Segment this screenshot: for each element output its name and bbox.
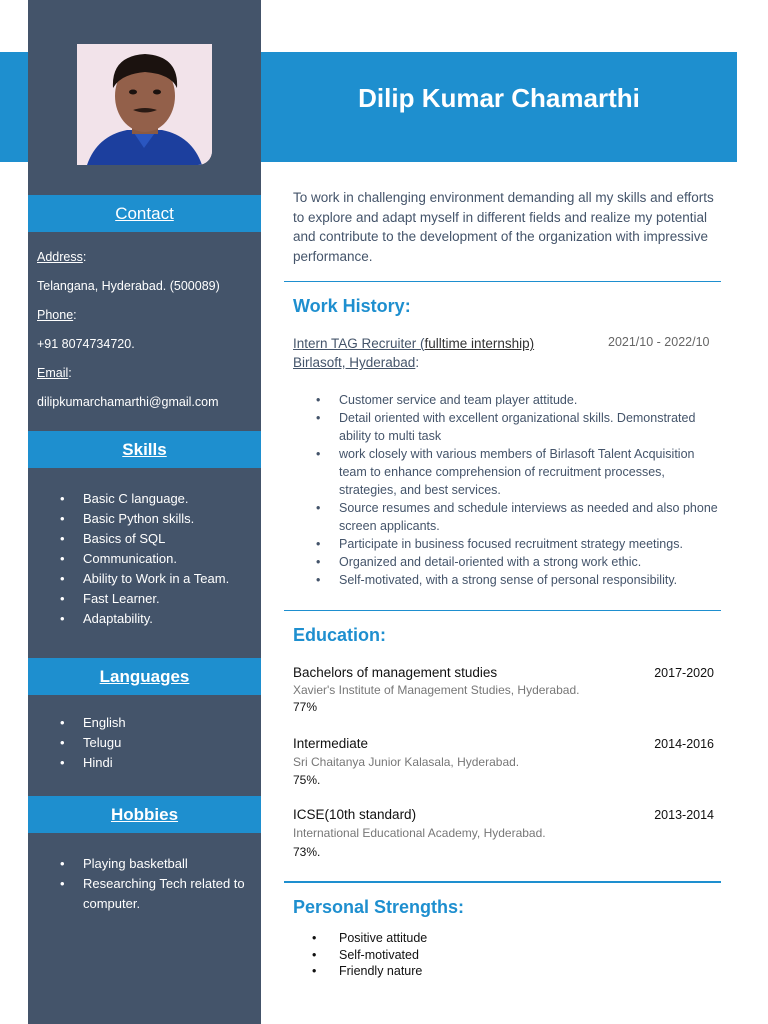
divider	[284, 281, 721, 282]
education-title: ICSE(10th standard)	[293, 807, 417, 822]
list-item: • work closely with various members of Birlasoft Talent Acquisition team to enhance comprehension of recruitment processes, strategies, and best services.	[316, 445, 721, 499]
address-row	[37, 243, 220, 272]
list-item: • Hindi	[60, 753, 126, 773]
education-score: 73%.	[293, 845, 321, 859]
job-role-line	[293, 334, 534, 353]
list-item: • Basic Python skills.	[60, 509, 229, 529]
education-score: 75%.	[293, 773, 321, 787]
list-item: • Researching Tech related to computer.	[60, 874, 250, 914]
education-title: Intermediate	[293, 736, 369, 751]
job-role: Intern TAG Recruiter (	[293, 336, 425, 351]
list-item: • Positive attitude	[312, 930, 427, 947]
list-item: • Self-motivated, with a strong sense of personal responsibility.	[316, 571, 721, 589]
education-school: Sri Chaitanya Junior Kalasala, Hyderabad.	[293, 755, 520, 769]
phone-value: +91 8074734720.	[37, 337, 135, 351]
list-item: • Telugu	[60, 733, 126, 753]
education-title: Bachelors of management studies	[293, 665, 498, 680]
job-company-line	[293, 353, 534, 372]
list-item: • Fast Learner.	[60, 589, 229, 609]
languages-list	[60, 713, 126, 773]
list-item: • Source resumes and schedule interviews as needed and also phone screen applicants.	[316, 499, 721, 535]
job-dates: 2021/10 - 2022/10	[608, 335, 710, 349]
contact-block	[37, 243, 220, 417]
skills-list	[60, 489, 229, 629]
colon: :	[68, 366, 72, 380]
job-title	[293, 334, 534, 372]
candidate-name: Dilip Kumar Chamarthi	[358, 82, 640, 113]
education-heading: Education:	[293, 625, 386, 645]
divider	[284, 610, 721, 611]
profile-photo	[77, 44, 212, 165]
job-company: Birlasoft, Hyderabad	[293, 355, 416, 370]
objective-text: To work in challenging environment demanding all my skills and efforts to explore and adapt myself in different fields and realize my potential and contribute to the development of the organization with impressive performance.	[293, 190, 714, 264]
address-value: Telangana, Hyderabad. (500089)	[37, 279, 220, 293]
avatar	[77, 44, 212, 165]
list-item: • Playing basketball	[60, 854, 250, 874]
phone-label: Phone	[37, 308, 74, 322]
list-item: • Participate in business focused recruitment strategy meetings.	[316, 535, 721, 553]
education-years: 2013-2014	[654, 808, 714, 822]
email-label: Email	[37, 366, 69, 380]
job-type: fulltime internship)	[424, 336, 535, 351]
list-item: • Communication.	[60, 549, 229, 569]
email-row	[37, 359, 220, 388]
duties-list	[316, 391, 721, 589]
address-label: Address	[37, 250, 83, 264]
education-years: 2014-2016	[654, 737, 714, 751]
list-item: • English	[60, 713, 126, 733]
list-item: • Detail oriented with excellent organizational skills. Demonstrated ability to multi task	[316, 409, 721, 445]
education-years: 2017-2020	[654, 666, 714, 680]
list-item: • Basic C language.	[60, 489, 229, 509]
list-item: • Customer service and team player attitude.	[316, 391, 721, 409]
list-item: • Ability to Work in a Team.	[60, 569, 229, 589]
skills-heading: Skills	[28, 431, 261, 468]
education-score: 77%	[293, 700, 318, 714]
email-value: dilipkumarchamarthi@gmail.com	[37, 395, 219, 409]
colon: :	[415, 355, 420, 370]
colon: :	[82, 250, 87, 264]
phone-row	[37, 301, 220, 330]
colon: :	[73, 308, 77, 322]
hobbies-heading: Hobbies	[28, 796, 261, 833]
education-school: International Educational Academy, Hyderabad.	[293, 826, 546, 840]
strengths-list	[312, 930, 427, 980]
contact-heading: Contact	[28, 195, 261, 232]
list-item: • Basics of SQL	[60, 529, 229, 549]
list-item: • Self-motivated	[312, 947, 427, 964]
strengths-heading: Personal Strengths:	[293, 897, 465, 917]
list-item: • Friendly nature	[312, 963, 427, 980]
hobbies-list	[60, 854, 250, 914]
list-item: • Adaptability.	[60, 609, 229, 629]
education-school: Xavier's Institute of Management Studies, Hyderabad.	[293, 683, 580, 697]
divider	[284, 881, 721, 883]
languages-heading: Languages	[28, 658, 261, 695]
list-item: • Organized and detail-oriented with a strong work ethic.	[316, 553, 721, 571]
work-history-heading: Work History:	[293, 296, 411, 316]
